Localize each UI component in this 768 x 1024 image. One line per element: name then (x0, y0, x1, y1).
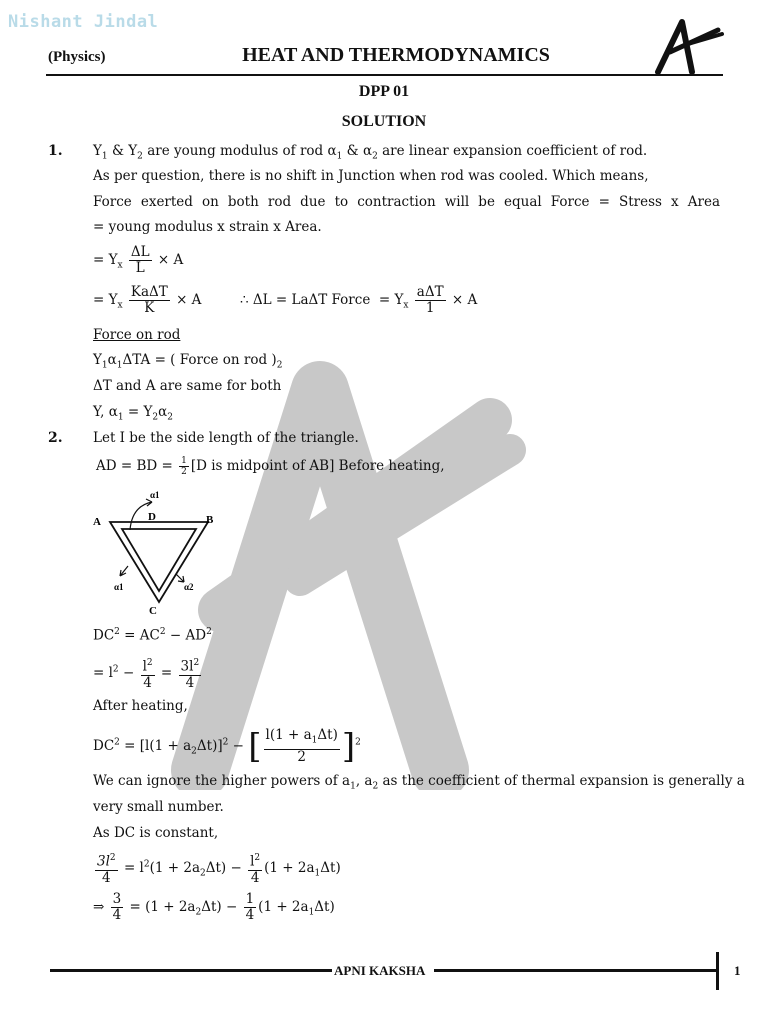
vertex-label-a: A (93, 516, 101, 528)
page-title: HEAT AND THERMODYNAMICS (242, 44, 550, 66)
q1-line-3: Force exerted on both rod due to contraction will be equal Force = Stress x Area (93, 194, 720, 210)
q2-equation-1: $DC^2 = AC^2 - AD^2$ (93, 627, 212, 644)
vertex-label-c: C (149, 605, 157, 617)
q1-line-2: As per question, there is no shift in Junction when rod was cooled. Which means, (93, 168, 649, 184)
q2-ignore-line: We can ignore the higher powers of $a_1$, $a_2$ as the coefficient of thermal expansion is generally a (93, 773, 745, 792)
q1-line-4: = young modulus x strain x Area. (93, 219, 322, 235)
q1-force-on-rod: Force on rod (93, 327, 181, 343)
label-alpha1-left: α1 (114, 582, 124, 592)
solution-heading: SOLUTION (341, 113, 427, 130)
label-alpha2-right: α2 (184, 582, 194, 592)
q2-ad-bd: AD = BD = $\frac{1}{2}$ [D is midpoint of AB] Before heating, (96, 456, 445, 477)
q2-equation-3: $DC^2 = [l(1 + a_2\Delta t)]^2$ − [ $\frac{l(1 + a_1\Delta t)}{2}$ ]$^2$ (93, 726, 361, 767)
q1-equation-4: $Y_1\alpha_1\Delta TA$ = ( Force on rod )$_2$ (93, 352, 283, 371)
q1-same-line: ΔT and A are same for both (93, 378, 282, 394)
q1-equation-2: = $Y_x$ $\frac{\text{KaΔT}}{K}$ × A (93, 284, 202, 316)
q1-equation-3: ∴ ΔL = LaΔT Force = $Y_x$ $\frac{\text{aΔT}}{1}$ × A (240, 284, 478, 316)
footer-bar (716, 952, 719, 990)
footer-rule-right (434, 969, 718, 972)
page-number: 1 (734, 963, 741, 978)
q2-equation-2: = $l^2$ − $\frac{l^2}{4}$ = $\frac{3l^2}{4}$ (93, 658, 200, 691)
subject-label: (Physics) (48, 49, 106, 65)
q1-line-1: $Y_1$ & $Y_2$ are young modulus of rod $\alpha_1$ & $\alpha_2$ are linear expansion coefficient of rod. (93, 143, 648, 162)
q1-equation-1: = $Y_x$ $\frac{\Delta L}{L}$ × A (93, 244, 184, 276)
q2-small-number: very small number. (93, 799, 224, 815)
label-alpha1-top: α1 (150, 490, 160, 500)
question-number-1: 1. (48, 143, 63, 159)
q2-dc-constant: As DC is constant, (93, 825, 219, 841)
q2-equation-4: $\frac{3l^2}{4}$ = $l^2(1 + 2a_2\Delta t)$ − $\frac{l^2}{4}$ $(1 + 2a_1\Delta t)$ (97, 853, 341, 886)
triangle-diagram (90, 488, 225, 618)
q2-equation-5: ⇒ $\frac{3}{4}$ = $(1 + 2a_2\Delta t)$ − $\frac{1}{4}$ $(1 + 2a_1\Delta t)$ (93, 891, 335, 923)
q1-equation-5: Y, $\alpha_1 = Y_2\alpha_2$ (93, 404, 174, 423)
q2-after-heating: After heating, (93, 698, 188, 714)
midpoint-label-d: D (148, 511, 156, 523)
footer-brand: APNI KAKSHA (334, 963, 426, 978)
author-watermark: Nishant Jindal (8, 12, 159, 32)
header-rule (46, 74, 723, 76)
question-number-2: 2. (48, 430, 63, 446)
logo-icon (652, 18, 726, 76)
dpp-title: DPP 01 (358, 83, 410, 100)
vertex-label-b: B (206, 514, 214, 526)
footer-rule-left (50, 969, 332, 972)
q2-line-1: Let I be the side length of the triangle. (93, 430, 359, 446)
